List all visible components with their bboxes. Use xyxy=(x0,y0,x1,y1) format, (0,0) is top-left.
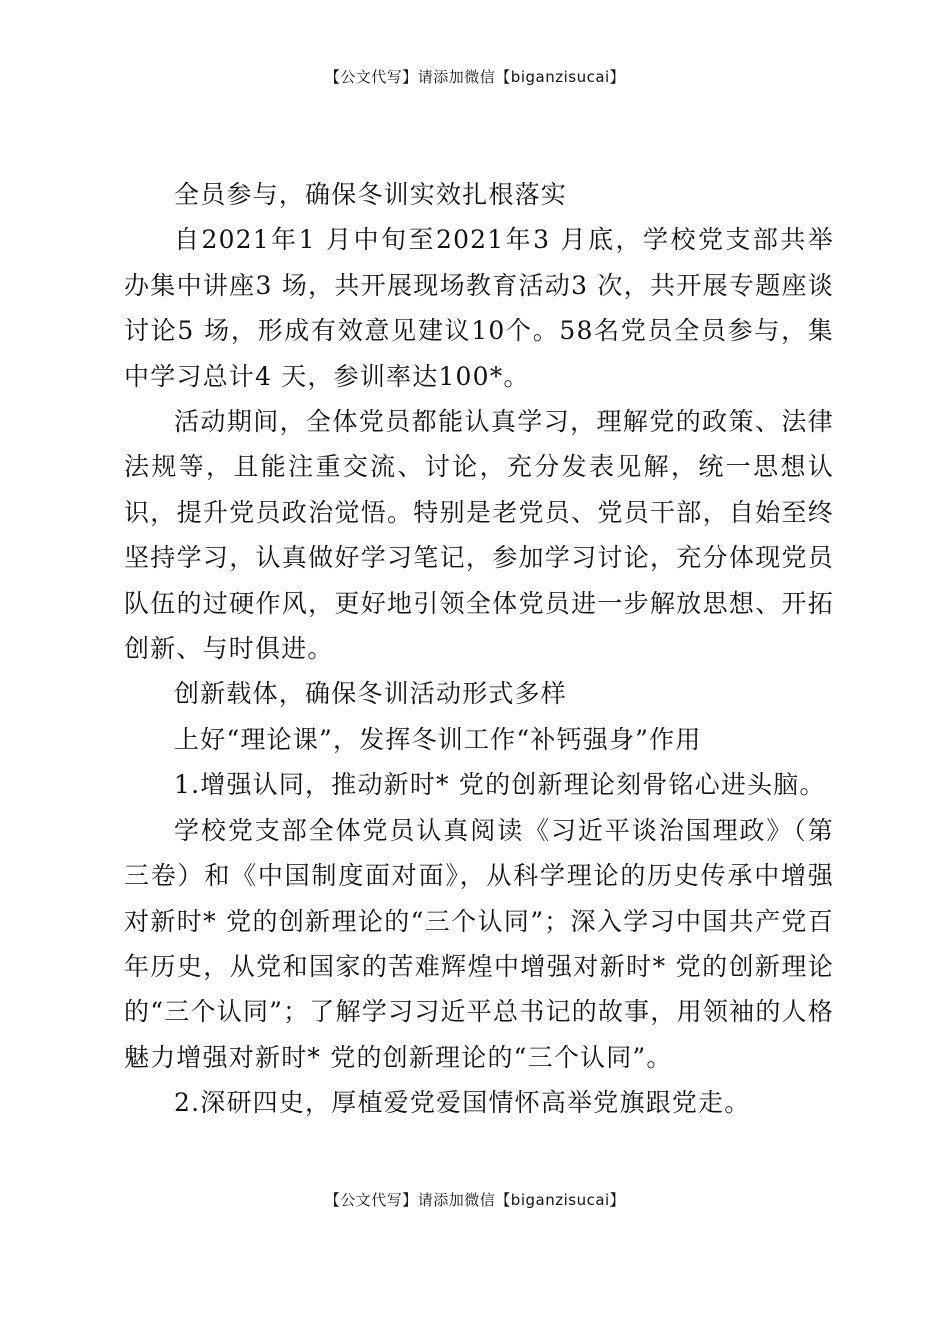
section-heading: 创新载体，确保冬训活动形式多样 xyxy=(174,679,568,709)
page-footer: 【公文代写】请添加微信【biganzisucai】 xyxy=(324,1191,626,1209)
section-heading: 全员参与，确保冬训实效扎根落实 xyxy=(174,180,568,209)
paragraph: 学校党支部全体党员认真阅读《习近平谈治国理政》（第三卷）和《中国制度面对面》，从科学理论的历史传承中增强对新时* 党的创新理论的“三个认同”；深入学习中国共产党百年历史，从党和国家的苦难辉煌中增强对新时* 党的创新理论的“三个认同”；了解学习习近平总书记的故事，用领袖的人格魅力增强对新时* 党的创新理论的“三个认同”。 xyxy=(124,815,834,1072)
numbered-item-heading: 2.深研四史，厚植爱党爱国情怀高举党旗跟党走。 xyxy=(174,1088,751,1118)
paragraph: 活动期间，全体党员都能认真学习，理解党的政策、法律法规等，且能注重交流、讨论，充分发表见解，统一思想认识，提升党员政治觉悟。特别是老党员、党员干部，自始至终坚持学习，认真做好学习笔记，参加学习讨论，充分体现党员队伍的过硬作风，更好地引领全体党员进一步解放思想、开拓创新、与时俱进。 xyxy=(124,407,834,664)
page-header: 【公文代写】请添加微信【biganzisucai】 xyxy=(324,68,626,86)
document-body xyxy=(124,172,834,1126)
subsection-heading: 上好“理论课”，发挥冬训工作“补钙强身”作用 xyxy=(174,724,702,754)
numbered-item-heading: 1.增强认同，推动新时* 党的创新理论刻骨铭心进头脑。 xyxy=(174,770,826,800)
paragraph: 自2021年1 月中旬至2021年3 月底，学校党支部共举办集中讲座3 场，共开展现场教育活动3 次，共开展专题座谈讨论5 场，形成有效意见建议10个。58名党员全员参与，集中学习总计4 天，参训率达100*。 xyxy=(124,225,834,391)
